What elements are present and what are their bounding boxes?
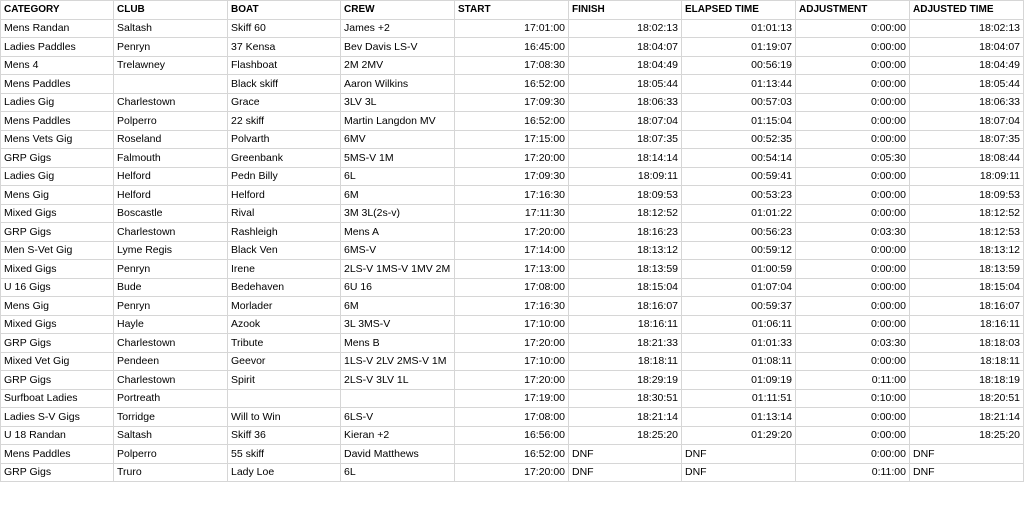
cell-boat[interactable]: Will to Win xyxy=(228,408,341,427)
cell-boat[interactable]: Rashleigh xyxy=(228,223,341,242)
table-row xyxy=(1,186,1024,205)
cell-finish[interactable]: 18:13:59 xyxy=(569,260,682,279)
cell-adjusted-time[interactable]: 18:09:53 xyxy=(910,186,1024,205)
cell-finish[interactable]: 18:16:11 xyxy=(569,315,682,334)
cell-category[interactable]: Mixed Gigs xyxy=(1,260,114,279)
cell-adjustment[interactable]: 0:11:00 xyxy=(796,463,910,482)
cell-crew[interactable]: 3L 3MS-V xyxy=(341,315,455,334)
cell-crew[interactable]: Kieran +2 xyxy=(341,426,455,445)
cell-club[interactable]: Helford xyxy=(114,167,228,186)
cell-adjusted-time[interactable]: 18:18:03 xyxy=(910,334,1024,353)
cell-elapsed-time[interactable]: 01:00:59 xyxy=(682,260,796,279)
cell-finish[interactable]: 18:06:33 xyxy=(569,93,682,112)
header-elapsed-time[interactable]: ELAPSED TIME xyxy=(682,1,796,20)
cell-start[interactable]: 17:13:00 xyxy=(455,260,569,279)
cell-crew[interactable]: Mens A xyxy=(341,223,455,242)
cell-category[interactable]: Ladies Gig xyxy=(1,167,114,186)
table-row xyxy=(1,315,1024,334)
cell-crew[interactable]: 5MS-V 1M xyxy=(341,149,455,168)
cell-adjustment[interactable]: 0:00:00 xyxy=(796,56,910,75)
header-row xyxy=(1,1,1024,20)
cell-crew[interactable]: Martin Langdon MV xyxy=(341,112,455,131)
cell-elapsed-time[interactable]: 01:13:44 xyxy=(682,75,796,94)
cell-club[interactable]: Penryn xyxy=(114,297,228,316)
cell-start[interactable]: 17:14:00 xyxy=(455,241,569,260)
cell-boat[interactable] xyxy=(228,389,341,408)
cell-adjustment[interactable]: 0:00:00 xyxy=(796,260,910,279)
cell-adjusted-time[interactable]: 18:08:44 xyxy=(910,149,1024,168)
table-row xyxy=(1,19,1024,38)
cell-adjustment[interactable]: 0:11:00 xyxy=(796,371,910,390)
cell-boat[interactable]: Pedn Billy xyxy=(228,167,341,186)
cell-boat[interactable]: Skiff 36 xyxy=(228,426,341,445)
cell-elapsed-time[interactable]: 00:59:12 xyxy=(682,241,796,260)
table-row xyxy=(1,93,1024,112)
cell-adjustment[interactable]: 0:00:00 xyxy=(796,130,910,149)
cell-boat[interactable]: Irene xyxy=(228,260,341,279)
cell-crew[interactable]: Mens B xyxy=(341,334,455,353)
cell-finish[interactable]: 18:25:20 xyxy=(569,426,682,445)
cell-adjustment[interactable]: 0:00:00 xyxy=(796,112,910,131)
cell-category[interactable]: Ladies S-V Gigs xyxy=(1,408,114,427)
cell-club[interactable]: Torridge xyxy=(114,408,228,427)
cell-club[interactable]: Truro xyxy=(114,463,228,482)
cell-boat[interactable]: Morlader xyxy=(228,297,341,316)
cell-boat[interactable]: Geevor xyxy=(228,352,341,371)
cell-adjusted-time[interactable]: 18:04:07 xyxy=(910,38,1024,57)
cell-category[interactable]: GRP Gigs xyxy=(1,334,114,353)
cell-crew[interactable]: 2LS-V 3LV 1L xyxy=(341,371,455,390)
table-row xyxy=(1,223,1024,242)
cell-start[interactable]: 17:20:00 xyxy=(455,334,569,353)
cell-adjustment[interactable]: 0:00:00 xyxy=(796,278,910,297)
cell-category[interactable]: Mens Paddles xyxy=(1,75,114,94)
cell-adjustment[interactable]: 0:05:30 xyxy=(796,149,910,168)
cell-adjusted-time[interactable]: 18:12:53 xyxy=(910,223,1024,242)
cell-adjustment[interactable]: 0:00:00 xyxy=(796,352,910,371)
cell-elapsed-time[interactable]: 00:56:19 xyxy=(682,56,796,75)
cell-category[interactable]: Mens Gig xyxy=(1,186,114,205)
cell-category[interactable]: Mens Gig xyxy=(1,297,114,316)
cell-adjusted-time[interactable]: 18:18:19 xyxy=(910,371,1024,390)
cell-start[interactable]: 16:52:00 xyxy=(455,445,569,464)
cell-adjusted-time[interactable]: 18:05:44 xyxy=(910,75,1024,94)
cell-elapsed-time[interactable]: DNF xyxy=(682,463,796,482)
table-row xyxy=(1,75,1024,94)
cell-crew[interactable]: 6MV xyxy=(341,130,455,149)
cell-boat[interactable]: Skiff 60 xyxy=(228,19,341,38)
table-row xyxy=(1,130,1024,149)
cell-start[interactable]: 17:15:00 xyxy=(455,130,569,149)
table-row xyxy=(1,38,1024,57)
cell-start[interactable]: 17:01:00 xyxy=(455,19,569,38)
cell-adjustment[interactable]: 0:00:00 xyxy=(796,38,910,57)
cell-adjustment[interactable]: 0:00:00 xyxy=(796,297,910,316)
cell-finish[interactable]: 18:14:14 xyxy=(569,149,682,168)
cell-boat[interactable]: Greenbank xyxy=(228,149,341,168)
table-body xyxy=(1,19,1024,482)
cell-start[interactable]: 16:56:00 xyxy=(455,426,569,445)
cell-adjustment[interactable]: 0:00:00 xyxy=(796,186,910,205)
header-boat[interactable]: BOAT xyxy=(228,1,341,20)
cell-finish[interactable]: 18:09:11 xyxy=(569,167,682,186)
cell-finish[interactable]: 18:18:11 xyxy=(569,352,682,371)
cell-crew[interactable]: 6L xyxy=(341,167,455,186)
cell-category[interactable]: GRP Gigs xyxy=(1,149,114,168)
cell-adjusted-time[interactable]: 18:13:12 xyxy=(910,241,1024,260)
cell-adjusted-time[interactable]: 18:12:52 xyxy=(910,204,1024,223)
cell-start[interactable]: 17:16:30 xyxy=(455,297,569,316)
cell-category[interactable]: Ladies Gig xyxy=(1,93,114,112)
cell-adjustment[interactable]: 0:00:00 xyxy=(796,408,910,427)
cell-start[interactable]: 17:09:30 xyxy=(455,167,569,186)
header-finish[interactable]: FINISH xyxy=(569,1,682,20)
cell-start[interactable]: 17:08:00 xyxy=(455,408,569,427)
cell-elapsed-time[interactable]: 01:11:51 xyxy=(682,389,796,408)
table-row xyxy=(1,260,1024,279)
cell-elapsed-time[interactable]: 01:29:20 xyxy=(682,426,796,445)
cell-club[interactable]: Hayle xyxy=(114,315,228,334)
cell-category[interactable]: Mixed Gigs xyxy=(1,204,114,223)
cell-crew[interactable]: Bev Davis LS-V xyxy=(341,38,455,57)
cell-start[interactable]: 17:20:00 xyxy=(455,371,569,390)
cell-boat[interactable]: Black skiff xyxy=(228,75,341,94)
table-row xyxy=(1,408,1024,427)
table-row xyxy=(1,167,1024,186)
cell-elapsed-time[interactable]: DNF xyxy=(682,445,796,464)
cell-finish[interactable]: 18:30:51 xyxy=(569,389,682,408)
cell-category[interactable]: Mens Randan xyxy=(1,19,114,38)
cell-category[interactable]: GRP Gigs xyxy=(1,463,114,482)
cell-adjustment[interactable]: 0:00:00 xyxy=(796,241,910,260)
cell-adjusted-time[interactable]: DNF xyxy=(910,463,1024,482)
cell-finish[interactable]: 18:04:07 xyxy=(569,38,682,57)
cell-start[interactable]: 16:52:00 xyxy=(455,75,569,94)
cell-elapsed-time[interactable]: 01:19:07 xyxy=(682,38,796,57)
cell-adjusted-time[interactable]: 18:25:20 xyxy=(910,426,1024,445)
table-row xyxy=(1,56,1024,75)
header-category[interactable]: CATEGORY xyxy=(1,1,114,20)
table-row xyxy=(1,445,1024,464)
table-row xyxy=(1,241,1024,260)
cell-club[interactable]: Charlestown xyxy=(114,371,228,390)
cell-elapsed-time[interactable]: 01:13:14 xyxy=(682,408,796,427)
cell-category[interactable]: U 16 Gigs xyxy=(1,278,114,297)
cell-crew[interactable]: 6M xyxy=(341,297,455,316)
cell-start[interactable]: 17:20:00 xyxy=(455,463,569,482)
cell-finish[interactable]: 18:09:53 xyxy=(569,186,682,205)
cell-elapsed-time[interactable]: 01:08:11 xyxy=(682,352,796,371)
cell-start[interactable]: 17:09:30 xyxy=(455,93,569,112)
cell-crew[interactable]: 1LS-V 2LV 2MS-V 1M xyxy=(341,352,455,371)
cell-crew[interactable]: 6MS-V xyxy=(341,241,455,260)
cell-category[interactable]: Mens Vets Gig xyxy=(1,130,114,149)
cell-adjusted-time[interactable]: 18:04:49 xyxy=(910,56,1024,75)
cell-start[interactable]: 17:08:00 xyxy=(455,278,569,297)
cell-finish[interactable]: 18:02:13 xyxy=(569,19,682,38)
cell-adjustment[interactable]: 0:03:30 xyxy=(796,223,910,242)
cell-finish[interactable]: 18:04:49 xyxy=(569,56,682,75)
header-club[interactable]: CLUB xyxy=(114,1,228,20)
cell-adjusted-time[interactable]: 18:16:11 xyxy=(910,315,1024,334)
table-row xyxy=(1,112,1024,131)
cell-club[interactable]: Falmouth xyxy=(114,149,228,168)
cell-club[interactable] xyxy=(114,75,228,94)
cell-crew[interactable]: 6M xyxy=(341,186,455,205)
header-adjusted-time[interactable]: ADJUSTED TIME xyxy=(910,1,1024,20)
table-row xyxy=(1,278,1024,297)
cell-crew[interactable]: 2LS-V 1MS-V 1MV 2M xyxy=(341,260,455,279)
cell-club[interactable]: Polperro xyxy=(114,112,228,131)
cell-start[interactable]: 17:20:00 xyxy=(455,149,569,168)
cell-crew[interactable]: 2M 2MV xyxy=(341,56,455,75)
cell-elapsed-time[interactable]: 00:57:03 xyxy=(682,93,796,112)
cell-crew[interactable]: David Matthews xyxy=(341,445,455,464)
cell-adjusted-time[interactable]: 18:07:04 xyxy=(910,112,1024,131)
table-row xyxy=(1,426,1024,445)
cell-category[interactable]: U 18 Randan xyxy=(1,426,114,445)
cell-club[interactable]: Trelawney xyxy=(114,56,228,75)
cell-boat[interactable]: Polvarth xyxy=(228,130,341,149)
cell-elapsed-time[interactable]: 00:56:23 xyxy=(682,223,796,242)
cell-finish[interactable]: 18:16:07 xyxy=(569,297,682,316)
cell-elapsed-time[interactable]: 01:01:33 xyxy=(682,334,796,353)
cell-finish[interactable]: DNF xyxy=(569,463,682,482)
cell-finish[interactable]: 18:13:12 xyxy=(569,241,682,260)
cell-elapsed-time[interactable]: 00:54:14 xyxy=(682,149,796,168)
cell-finish[interactable]: 18:15:04 xyxy=(569,278,682,297)
cell-club[interactable]: Saltash xyxy=(114,426,228,445)
cell-club[interactable]: Roseland xyxy=(114,130,228,149)
cell-finish[interactable]: DNF xyxy=(569,445,682,464)
cell-finish[interactable]: 18:21:33 xyxy=(569,334,682,353)
cell-category[interactable]: Surfboat Ladies xyxy=(1,389,114,408)
cell-club[interactable]: Charlestown xyxy=(114,93,228,112)
cell-adjustment[interactable]: 0:00:00 xyxy=(796,204,910,223)
cell-elapsed-time[interactable]: 01:06:11 xyxy=(682,315,796,334)
cell-adjusted-time[interactable]: 18:21:14 xyxy=(910,408,1024,427)
table-row xyxy=(1,204,1024,223)
cell-crew[interactable]: 3LV 3L xyxy=(341,93,455,112)
cell-boat[interactable]: 37 Kensa xyxy=(228,38,341,57)
cell-club[interactable]: Charlestown xyxy=(114,334,228,353)
cell-club[interactable]: Pendeen xyxy=(114,352,228,371)
cell-adjustment[interactable]: 0:03:30 xyxy=(796,334,910,353)
cell-start[interactable]: 17:11:30 xyxy=(455,204,569,223)
cell-boat[interactable]: 55 skiff xyxy=(228,445,341,464)
cell-category[interactable]: Mens 4 xyxy=(1,56,114,75)
cell-boat[interactable]: Azook xyxy=(228,315,341,334)
table-row xyxy=(1,297,1024,316)
cell-finish[interactable]: 18:29:19 xyxy=(569,371,682,390)
cell-category[interactable]: Men S-Vet Gig xyxy=(1,241,114,260)
cell-adjustment[interactable]: 0:00:00 xyxy=(796,75,910,94)
cell-crew[interactable] xyxy=(341,389,455,408)
cell-start[interactable]: 17:10:00 xyxy=(455,315,569,334)
cell-boat[interactable]: Tribute xyxy=(228,334,341,353)
cell-elapsed-time[interactable]: 00:52:35 xyxy=(682,130,796,149)
cell-crew[interactable]: Aaron Wilkins xyxy=(341,75,455,94)
cell-boat[interactable]: Rival xyxy=(228,204,341,223)
cell-category[interactable]: Mixed Vet Gig xyxy=(1,352,114,371)
cell-club[interactable]: Polperro xyxy=(114,445,228,464)
cell-boat[interactable]: Spirit xyxy=(228,371,341,390)
cell-adjustment[interactable]: 0:00:00 xyxy=(796,426,910,445)
cell-finish[interactable]: 18:16:23 xyxy=(569,223,682,242)
cell-elapsed-time[interactable]: 00:59:37 xyxy=(682,297,796,316)
cell-boat[interactable]: Helford xyxy=(228,186,341,205)
cell-elapsed-time[interactable]: 00:59:41 xyxy=(682,167,796,186)
cell-club[interactable]: Bude xyxy=(114,278,228,297)
table-row xyxy=(1,334,1024,353)
header-crew[interactable]: CREW xyxy=(341,1,455,20)
table-row xyxy=(1,149,1024,168)
cell-club[interactable]: Helford xyxy=(114,186,228,205)
cell-adjusted-time[interactable]: 18:15:04 xyxy=(910,278,1024,297)
cell-category[interactable]: Mixed Gigs xyxy=(1,315,114,334)
cell-elapsed-time[interactable]: 01:01:22 xyxy=(682,204,796,223)
cell-club[interactable]: Penryn xyxy=(114,260,228,279)
cell-adjustment[interactable]: 0:00:00 xyxy=(796,445,910,464)
cell-club[interactable]: Saltash xyxy=(114,19,228,38)
cell-finish[interactable]: 18:07:04 xyxy=(569,112,682,131)
table-row xyxy=(1,371,1024,390)
header-adjustment[interactable]: ADJUSTMENT xyxy=(796,1,910,20)
table-row xyxy=(1,352,1024,371)
cell-boat[interactable]: 22 skiff xyxy=(228,112,341,131)
cell-category[interactable]: GRP Gigs xyxy=(1,371,114,390)
cell-club[interactable]: Lyme Regis xyxy=(114,241,228,260)
cell-start[interactable]: 17:19:00 xyxy=(455,389,569,408)
cell-club[interactable]: Portreath xyxy=(114,389,228,408)
cell-adjustment[interactable]: 0:00:00 xyxy=(796,19,910,38)
cell-category[interactable]: Mens Paddles xyxy=(1,445,114,464)
cell-adjustment[interactable]: 0:00:00 xyxy=(796,167,910,186)
table-row xyxy=(1,389,1024,408)
cell-crew[interactable]: 6L xyxy=(341,463,455,482)
cell-elapsed-time[interactable]: 01:15:04 xyxy=(682,112,796,131)
cell-start[interactable]: 17:20:00 xyxy=(455,223,569,242)
header-start[interactable]: START xyxy=(455,1,569,20)
cell-adjustment[interactable]: 0:00:00 xyxy=(796,315,910,334)
cell-start[interactable]: 16:52:00 xyxy=(455,112,569,131)
cell-start[interactable]: 17:16:30 xyxy=(455,186,569,205)
cell-adjusted-time[interactable]: 18:09:11 xyxy=(910,167,1024,186)
cell-club[interactable]: Boscastle xyxy=(114,204,228,223)
cell-finish[interactable]: 18:12:52 xyxy=(569,204,682,223)
cell-crew[interactable]: 6LS-V xyxy=(341,408,455,427)
cell-adjustment[interactable]: 0:00:00 xyxy=(796,93,910,112)
table-row xyxy=(1,463,1024,482)
cell-finish[interactable]: 18:07:35 xyxy=(569,130,682,149)
cell-adjusted-time[interactable]: 18:16:07 xyxy=(910,297,1024,316)
cell-boat[interactable]: Black Ven xyxy=(228,241,341,260)
cell-adjusted-time[interactable]: 18:07:35 xyxy=(910,130,1024,149)
cell-boat[interactable]: Bedehaven xyxy=(228,278,341,297)
cell-club[interactable]: Charlestown xyxy=(114,223,228,242)
cell-category[interactable]: Mens Paddles xyxy=(1,112,114,131)
cell-adjustment[interactable]: 0:10:00 xyxy=(796,389,910,408)
cell-crew[interactable]: 3M 3L(2s-v) xyxy=(341,204,455,223)
cell-crew[interactable]: 6U 16 xyxy=(341,278,455,297)
cell-adjusted-time[interactable]: 18:02:13 xyxy=(910,19,1024,38)
cell-elapsed-time[interactable]: 01:09:19 xyxy=(682,371,796,390)
cell-category[interactable]: GRP Gigs xyxy=(1,223,114,242)
cell-adjusted-time[interactable]: 18:06:33 xyxy=(910,93,1024,112)
cell-adjusted-time[interactable]: 18:20:51 xyxy=(910,389,1024,408)
cell-start[interactable]: 17:10:00 xyxy=(455,352,569,371)
cell-boat[interactable]: Lady Loe xyxy=(228,463,341,482)
cell-elapsed-time[interactable]: 01:07:04 xyxy=(682,278,796,297)
cell-start[interactable]: 17:08:30 xyxy=(455,56,569,75)
cell-club[interactable]: Penryn xyxy=(114,38,228,57)
cell-finish[interactable]: 18:05:44 xyxy=(569,75,682,94)
cell-adjusted-time[interactable]: 18:18:11 xyxy=(910,352,1024,371)
cell-adjusted-time[interactable]: DNF xyxy=(910,445,1024,464)
cell-elapsed-time[interactable]: 00:53:23 xyxy=(682,186,796,205)
cell-boat[interactable]: Grace xyxy=(228,93,341,112)
cell-adjusted-time[interactable]: 18:13:59 xyxy=(910,260,1024,279)
cell-finish[interactable]: 18:21:14 xyxy=(569,408,682,427)
cell-crew[interactable]: James +2 xyxy=(341,19,455,38)
cell-category[interactable]: Ladies Paddles xyxy=(1,38,114,57)
cell-boat[interactable]: Flashboat xyxy=(228,56,341,75)
cell-start[interactable]: 16:45:00 xyxy=(455,38,569,57)
cell-elapsed-time[interactable]: 01:01:13 xyxy=(682,19,796,38)
